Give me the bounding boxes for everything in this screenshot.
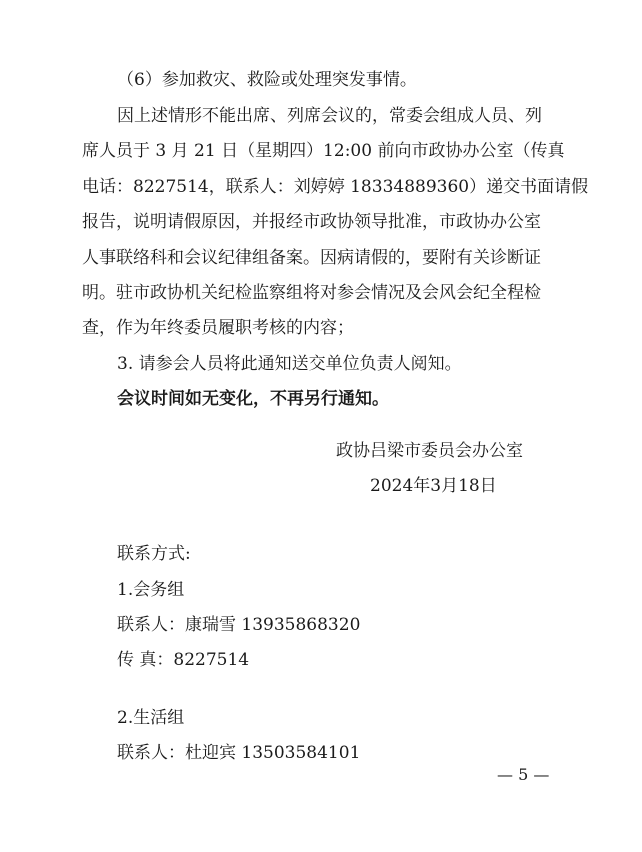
body-line-2: 因上述情形不能出席、列席会议的，常委会组成人员、列: [117, 106, 542, 126]
group2-title: 2.生活组: [117, 708, 185, 728]
body-line-1: （6）参加救灾、救险或处理突发事情。: [117, 70, 417, 90]
body-line-3: 席人员于 3 月 21 日（星期四）12:00 前向市政协办公室（传真: [82, 141, 565, 161]
contacts-heading: 联系方式:: [117, 544, 191, 564]
body-line-6: 人事联络科和会议纪律组备案。因病请假的，要附有关诊断证: [82, 248, 541, 268]
group2-contact: 联系人：杜迎宾 13503584101: [117, 743, 361, 763]
body-line-7: 明。驻市政协机关纪检监察组将对参会情况及会风会纪全程检: [82, 283, 541, 303]
group1-fax: 传 真：8227514: [117, 650, 250, 670]
body-line-8: 查，作为年终委员履职考核的内容；: [82, 318, 354, 338]
group1-contact: 联系人：康瑞雪 13935868320: [117, 615, 361, 635]
signature-date: 2024年3月18日: [370, 476, 497, 496]
bold-notice: 会议时间如无变化，不再另行通知。: [117, 389, 389, 409]
group1-title: 1.会务组: [117, 580, 185, 600]
signature-org: 政协吕梁市委员会办公室: [336, 441, 523, 461]
body-line-9: 3. 请参会人员将此通知送交单位负责人阅知。: [117, 354, 462, 374]
page-number: — 5 —: [497, 765, 550, 784]
body-line-5: 报告，说明请假原因，并报经市政协领导批准，市政协办公室: [82, 212, 541, 232]
body-line-4: 电话：8227514，联系人：刘婷婷 18334889360）递交书面请假: [82, 177, 589, 197]
